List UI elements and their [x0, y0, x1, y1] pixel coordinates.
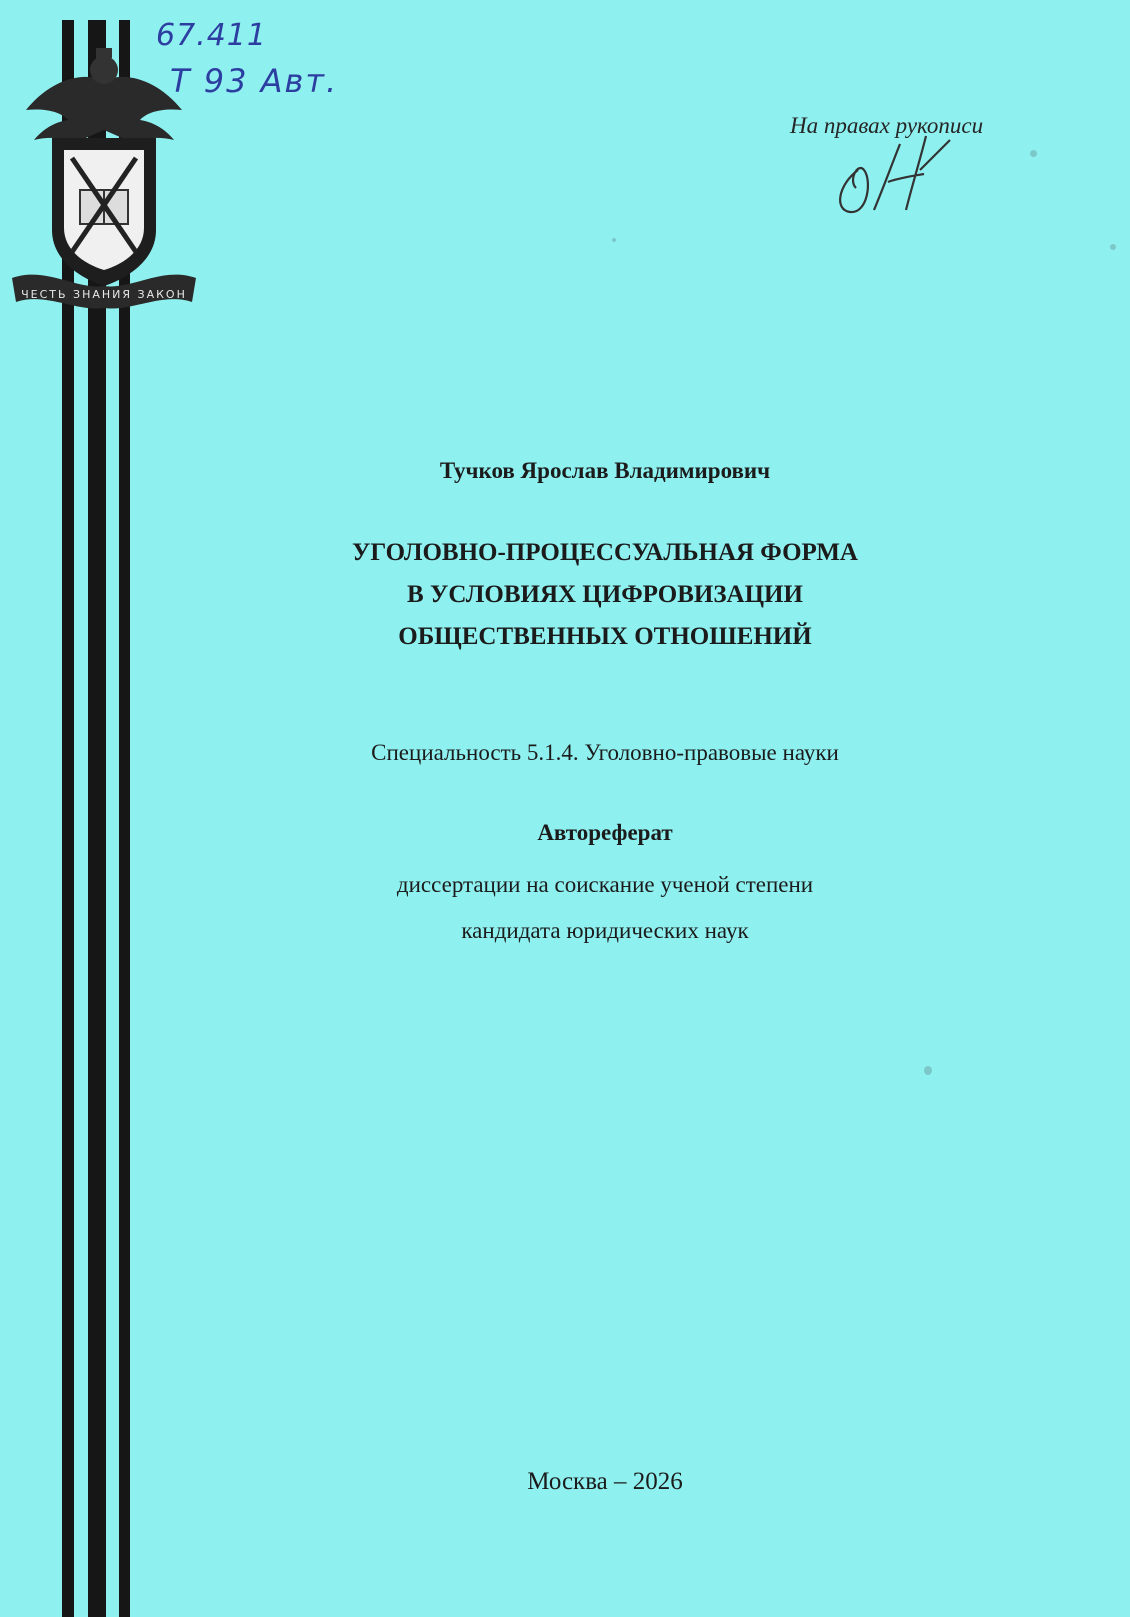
- abstract-line: кандидата юридических наук: [461, 918, 749, 943]
- abstract-description: [0, 862, 1130, 954]
- specialty-line: Специальность 5.1.4. Уголовно-правовые науки: [371, 740, 839, 765]
- paper-speck: [612, 238, 616, 242]
- paper-speck: [1030, 150, 1037, 157]
- catalog-index: Т 93 Авт.: [170, 62, 339, 100]
- city-year: Москва – 2026: [527, 1468, 683, 1495]
- signature-icon: [828, 130, 958, 220]
- title-line: В УСЛОВИЯХ ЦИФРОВИЗАЦИИ: [407, 581, 803, 608]
- abstract-line: диссертации на соискание ученой степени: [396, 872, 814, 897]
- svg-text:ЧЕСТЬ ЗНАНИЯ ЗАКОН: ЧЕСТЬ ЗНАНИЯ ЗАКОН: [21, 288, 187, 301]
- catalog-mark: [150, 14, 350, 104]
- paper-speck: [924, 1066, 932, 1075]
- title-line: УГОЛОВНО-ПРОЦЕССУАЛЬНАЯ ФОРМА: [352, 539, 858, 566]
- catalog-code: 67.411: [156, 18, 267, 53]
- abstract-label: Автореферат: [537, 820, 673, 845]
- title-line: ОБЩЕСТВЕННЫХ ОТНОШЕНИЙ: [398, 623, 812, 650]
- paper-speck: [1110, 244, 1116, 250]
- rights-note: На правах рукописи: [790, 113, 984, 138]
- author-name: Тучков Ярослав Владимирович: [439, 458, 771, 483]
- dissertation-title: [0, 532, 1130, 658]
